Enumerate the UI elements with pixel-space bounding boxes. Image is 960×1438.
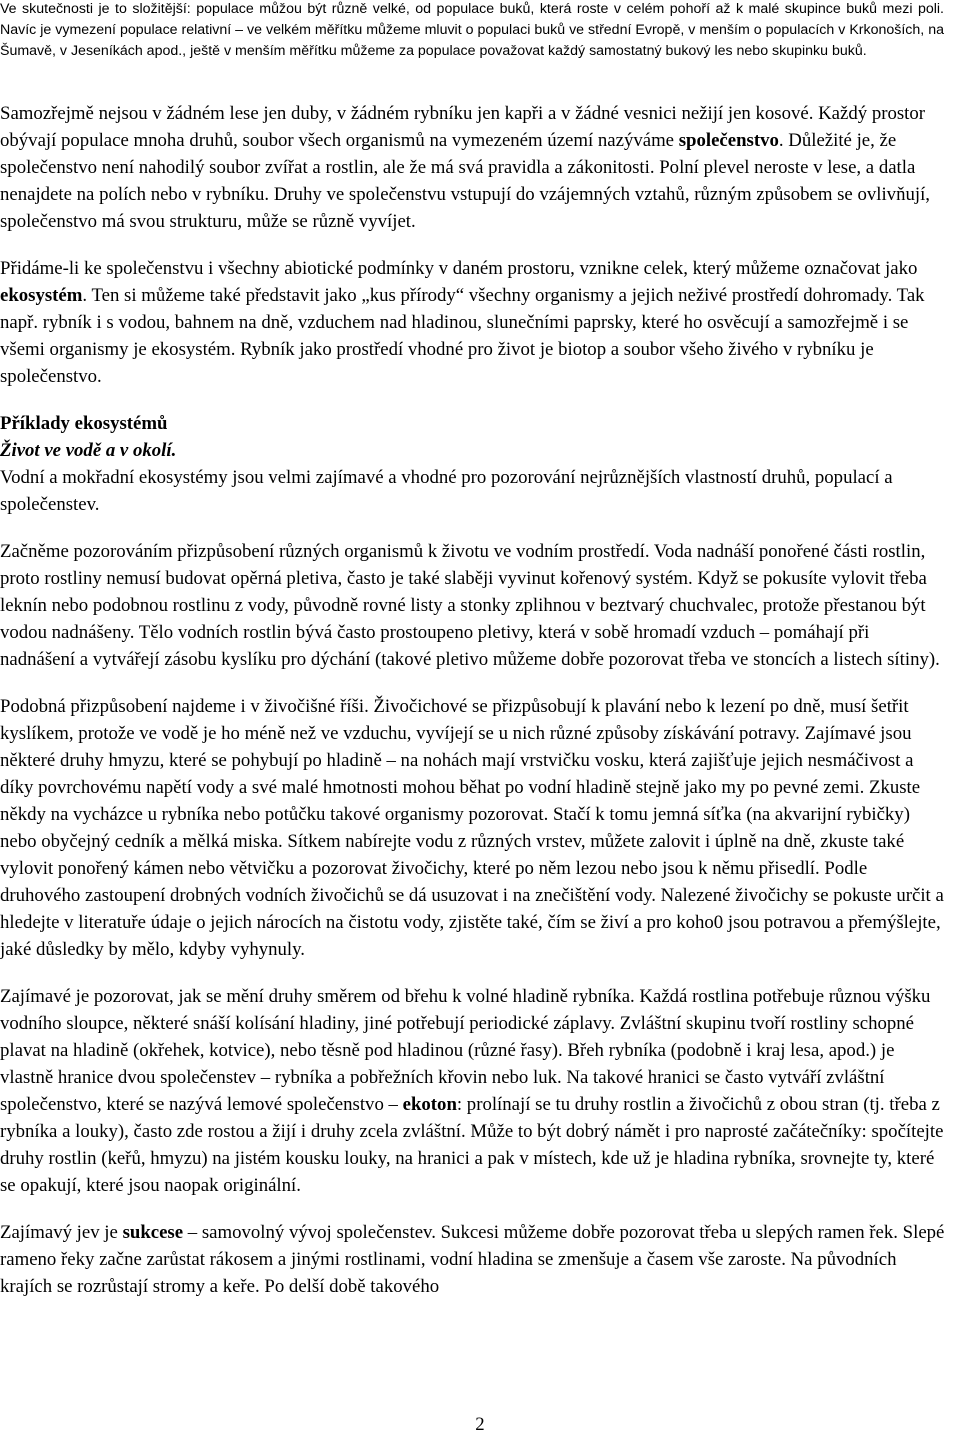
paragraph-ecotone (0, 983, 960, 1199)
paragraph-animal-adaptation: Podobná přizpůsobení najdeme i v živočišné říši. Živočichové se přizpůsobují k plavání nebo k lezení po dně, musí šetřit kyslíkem, protože ve vodě je ho méně než ve vzduchu, vyvíjejí se u nich různé způsoby získávání potravy. Zajímavé jsou některé druhy hmyzu, které se pohybují po hladině – na nohách mají vrstvičku vosku, která zajišťuje jejich nesmáčivost a díky povrchovému napětí vody a své malé hmotnosti mohou běhat po vodní hladině stejně jako my po pevné zemi. Zkuste někdy na vycházce u rybníka nebo potůčku takové organismy pozorovat. Stačí k tomu jemná síťka (na akvarijní rybičky) nebo obyčejný cedník a mělká miska. Sítkem nabírejte vodu z různých vrstev, můžete zalovit i úplně na dně, zkuste také vylovit ponořený kámen nebo větvičku a pozorovat živočichy, které po něm lezou nebo jsou k němu přisedlí. Podle druhového zastoupení drobných vodních živočichů se dá usuzovat i na znečištění vody. Nalezené živočichy se pokuste určit a hledejte v literatuře údaje o jejich nárocích na čistotu vody, zjistěte také, čím se živí a pro koho0 jsou potravou a přemýšlejte, jaké důsledky by mělo, kdyby vyhynuly. (0, 696, 944, 960)
paragraph-community (0, 100, 960, 235)
paragraph-succession-text-1: Zajímavý jev je (0, 1222, 123, 1243)
paragraph-ecotone-text-2: : prolínají se tu druhy rostlin a živočichů z obou stran (tj. třeba z rybníka a louky), často zde rostou a žijí i druhy zcela zvláštní. Může to být dobrý námět i pro naprosté začátečníky: spočítejte druhy rostlin (keřů, hmyzu) na jistém kousku louky, na hranici a pak v místech, kde už je hladina rybníka, srovnejte ty, které se opakují, které jsou naopak originální. (0, 1094, 944, 1196)
paragraph-ecotone-text-1: Zajímavé je pozorovat, jak se mění druhy směrem od břehu k volné hladině rybníka. Každá rostlina potřebuje různou výšku vodního sloupce, některé snáší kolísání hladiny, jiné potřebují periodické záplavy. Zvláštní skupinu tvoří rostliny schopné plavat na hladině (okřehek, kotvice), nebo těsně pod hladinou (různé řasy). Břeh rybníka (podobně i kraj lesa, apod.) je vlastně hranice dvou společenstev – rybníka a pobřežních křovin nebo luk. Na takové hranici se často vytváří zvláštní společenstvo, které se nazývá lemové společenstvo – (0, 986, 931, 1115)
paragraph-plant-adaptation: Začněme pozorováním přizpůsobení různých organismů k životu ve vodním prostředí. Voda nadnáší ponořené části rostlin, proto rostliny nemusí budovat opěrná pletiva, často je také slaběji vyvinut kořenový systém. Když se pokusíte vylovit třeba leknín nebo podobnou rostlinu z vody, původně rovné listy a stonky zplihnou v beztvarý chuchvalec, protože přestanou být vodou nadnášeny. Tělo vodních rostlin bývá často prostoupeno pletivy, která v sobě hromadí vzduch – pomáhají při nadnášení a vytvářejí zásobu kyslíku pro dýchání (takové pletivo můžeme dobře pozorovat třeba ve stoncích a listech sítiny). (0, 541, 940, 670)
section-heading: Příklady ekosystémů (0, 413, 168, 434)
term-spolecenstvo: společenstvo (678, 130, 779, 151)
page-number: 2 (475, 1414, 485, 1435)
paragraph-ecosystem (0, 255, 960, 390)
paragraph-succession (0, 1219, 960, 1300)
term-ekoton: ekoton (402, 1094, 457, 1115)
term-ekosystem: ekosystém (0, 285, 83, 306)
term-sukcese: sukcese (122, 1222, 184, 1243)
paragraph-succession-text-2: – samovolný vývoj společenstev. Sukcesi můžeme dobře pozorovat třeba u slepých ramen řek. Slepé rameno řeky začne zarůstat rákosem a jinými rostlinami, vodní hladina se zmenšuje a časem vše zaroste. Na původních krajích se rozrůstají stromy a keře. Po delší době takového (0, 1222, 945, 1297)
examples-section (0, 410, 960, 518)
intro-section (0, 0, 952, 63)
paragraph-community-text-1: Samozřejmě nejsou v žádném lese jen duby, v žádném rybníku jen kapři a v žádné vesnici nežijí jen kosové. Každý prostor obývají populace mnoha druhů, soubor všech organismů na vymezeném území nazýváme (0, 103, 926, 151)
main-text (0, 100, 960, 1300)
examples-intro-paragraph: Vodní a mokřadní ekosystémy jsou velmi zajímavé a vhodné pro pozorování nejrůznějších vlastností druhů, populací a společenstev. (0, 467, 893, 515)
paragraph-ecosystem-text-2: . Ten si můžeme také představit jako „kus přírody“ všechny organismy a jejich neživé prostředí dohromady. Tak např. rybník i s vodou, bahnem na dně, vzduchem nad hladinou, slunečními paprsky, které ho osvěcují a samozřejmě i se všemi organismy je ekosystém. Rybník jako prostředí vhodné pro život je biotop a soubor všeho živého v rybníku je společenstvo. (0, 285, 925, 387)
paragraph-ecosystem-text-1: Přidáme-li ke společenstvu i všechny abiotické podmínky v daném prostoru, vznikne celek, který můžeme označovat jako (0, 258, 918, 279)
intro-paragraph: Ve skutečnosti je to složitější: populace můžou být různě velké, od populace buků, která roste v celém pohoří až k malé skupince buků mezi poli. Navíc je vymezení populace relativní – ve velkém měřítku můžeme mluvit o populaci buků ve střední Evropě, v menším o populacích v Krkonoších, na Šumavě, v Jeseníkách apod., ještě v menším měřítku můžeme za populace považovat každý samostatný bukový les nebo skupinku buků. (0, 1, 944, 60)
section-subheading: Život ve vodě a v okolí. (0, 440, 177, 461)
paragraph-community-text-2: . Důležité je, že společenstvo není nahodilý soubor zvířat a rostlin, ale že má svá pravidla a zákonitosti. Polní plevel neroste v lese, a datla nenajdete na polích nebo v rybníku. Druhy ve společenstvu vstupují do vzájemných vztahů, různým způsobem se ovlivňují, společenstvo má svou strukturu, může se různě vyvíjet. (0, 130, 930, 232)
